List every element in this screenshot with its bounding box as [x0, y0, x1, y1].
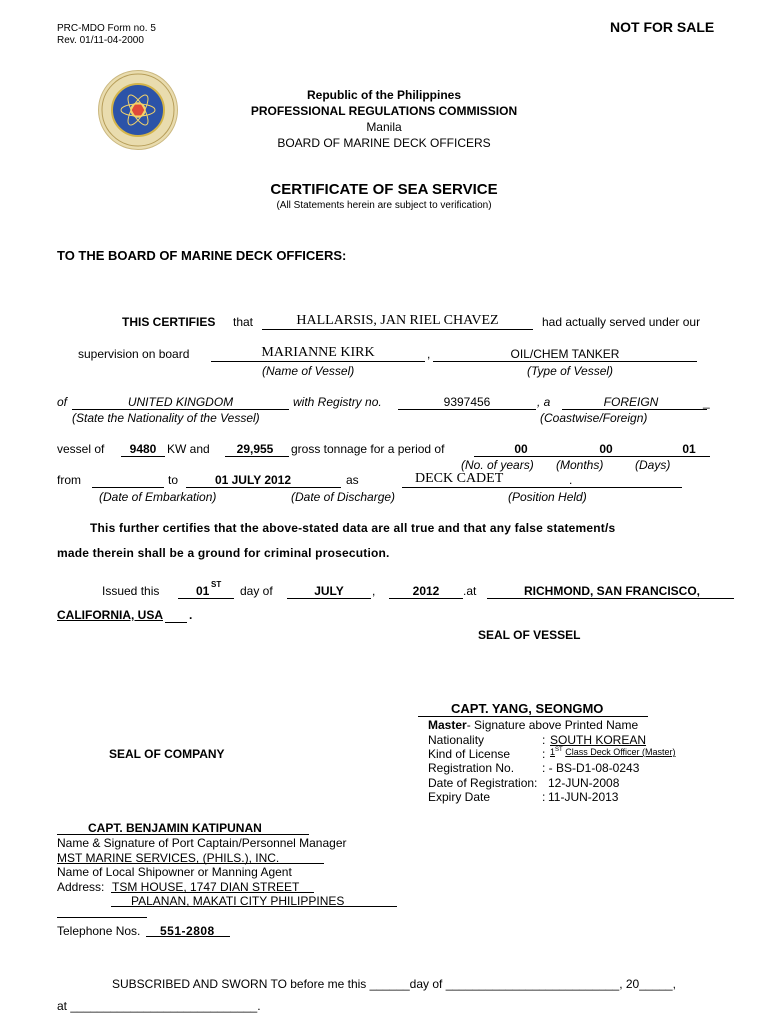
addressee: TO THE BOARD OF MARINE DECK OFFICERS: [57, 248, 347, 263]
address-line2: PALANAN, MAKATI CITY PHILIPPINES [131, 894, 345, 908]
nationality-label: Nationality [428, 733, 485, 747]
position-held: DECK CADET [415, 471, 504, 486]
discharge-caption: (Date of Discharge) [291, 490, 396, 504]
seal-of-company-label: SEAL OF COMPANY [109, 747, 225, 761]
certifies-that: that [233, 315, 254, 329]
vessel-name: MARIANNE KIRK [261, 345, 375, 360]
master-reg-date: 12-JUN-2008 [548, 776, 620, 790]
from-text: from [57, 473, 81, 487]
address-label: Address: [57, 880, 105, 894]
registry-number: 9397456 [443, 395, 491, 409]
board-heading: BOARD OF MARINE DECK OFFICERS [277, 136, 491, 150]
port-captain-name: CAPT. BENJAMIN KATIPUNAN [88, 821, 262, 835]
certifies-lead: THIS CERTIFIES [122, 315, 216, 329]
sworn-at: at ____________________________. [57, 999, 261, 1013]
certificate-title: CERTIFICATE OF SEA SERVICE [270, 181, 498, 198]
issued-place-line2: CALIFORNIA, USA [57, 608, 163, 622]
seal-of-vessel-label: SEAL OF VESSEL [478, 628, 581, 642]
nationality-colon: : [542, 733, 546, 747]
registration-colon: : - [542, 761, 553, 775]
sworn-statement: SUBSCRIBED AND SWORN TO before me this ______day of __________________________, 20_____, [112, 977, 676, 991]
telephone-number: 551-2808 [160, 924, 215, 938]
to-text: to [168, 473, 179, 487]
reg-date-label: Date of Registration: [428, 776, 538, 790]
license-colon: : [542, 747, 546, 761]
certificate-subtitle: (All Statements herein are subject to verification) [276, 200, 492, 211]
position-caption: (Position Held) [508, 490, 587, 504]
issued-month: JULY [314, 584, 344, 598]
embarkation-date [92, 471, 164, 488]
vessel-type-caption: (Type of Vessel) [527, 364, 614, 378]
embarkation-caption: (Date of Embarkation) [99, 490, 217, 504]
agency-caption: Name of Local Shipowner or Manning Agent [57, 865, 292, 879]
vessel-name-caption: (Name of Vessel) [262, 364, 355, 378]
issued-year: 2012 [412, 584, 440, 598]
agency-name: MST MARINE SERVICES, (PHILS.), INC. [57, 851, 280, 865]
republic-heading: Republic of the Philippines [306, 88, 461, 102]
expiry-colon: : [542, 790, 546, 804]
gross-text: gross tonnage for a period of [291, 442, 445, 456]
registry-text: with Registry no. [293, 395, 382, 409]
trade-suffix: _ [703, 395, 710, 409]
days-caption: (Days) [635, 458, 671, 472]
position-dot: . [569, 473, 573, 487]
master-registration: BS-D1-08-0243 [556, 761, 640, 775]
kw-text: KW and [167, 442, 210, 456]
issued-place-line1: RICHMOND, SAN FRANCISCO, [524, 584, 700, 598]
months-caption: (Months) [556, 458, 604, 472]
further-certifies-line1: This further certifies that the above-stated data are all true and that any false statement/s [90, 521, 616, 535]
of-text: of [57, 395, 68, 409]
a-text: , a [537, 395, 551, 409]
city-heading: Manila [366, 120, 402, 134]
period-years: 00 [514, 442, 528, 456]
vessel-nationality: UNITED KINGDOM [127, 395, 234, 409]
master-name: CAPT. YANG, SEONGMO [451, 701, 604, 716]
issued-text: Issued this [102, 584, 160, 598]
issued-place-end: . [189, 608, 193, 622]
gross-tonnage: 29,955 [236, 442, 274, 456]
not-for-sale-label: NOT FOR SALE [610, 19, 715, 35]
discharge-date: 01 JULY 2012 [214, 473, 292, 487]
master-nationality: SOUTH KOREAN [550, 733, 647, 747]
vessel-of-text: vessel of [57, 442, 105, 456]
master-license: Class Deck Officer (Master) [565, 747, 676, 757]
registration-label: Registration No. [428, 761, 515, 775]
port-captain-caption: Name & Signature of Port Captain/Personnel Manager [57, 836, 347, 850]
telephone-label: Telephone Nos. [57, 924, 141, 938]
vessel-trade: FOREIGN [603, 395, 659, 409]
license-label: Kind of License [428, 747, 511, 761]
issued-day: 01 [196, 584, 210, 598]
vessel-type: OIL/CHEM TANKER [510, 347, 620, 361]
form-number: PRC-MDO Form no. 5 [57, 23, 156, 34]
certifies-served: had actually served under our [542, 315, 701, 329]
period-months: 00 [599, 442, 613, 456]
years-caption: (No. of years) [461, 458, 534, 472]
issued-at: .at [463, 584, 477, 598]
master-role-text: - Signature above Printed Name [466, 718, 639, 732]
master-role: Master [428, 718, 467, 732]
as-text: as [346, 473, 359, 487]
issued-day-suffix: ST [211, 580, 222, 589]
nationality-caption: (State the Nationality of the Vessel) [72, 411, 260, 425]
trade-caption: (Coastwise/Foreign) [540, 411, 648, 425]
issued-day-text: day of [240, 584, 273, 598]
license-suffix: ST [555, 747, 563, 753]
address-line1: TSM HOUSE, 1747 DIAN STREET [112, 880, 300, 894]
issued-comma: , [372, 584, 376, 598]
form-revision: Rev. 01/11-04-2000 [57, 35, 144, 46]
master-expiry: 11-JUN-2013 [548, 790, 619, 804]
further-certifies-line2: made therein shall be a ground for criminal prosecution. [57, 546, 390, 560]
vessel-comma: , [427, 347, 431, 361]
period-days: 01 [682, 442, 696, 456]
license-number: 1 [550, 747, 556, 757]
supervision-text: supervision on board [78, 347, 190, 361]
commission-heading: PROFESSIONAL REGULATIONS COMMISSION [250, 104, 518, 118]
kilowatts: 9480 [129, 442, 157, 456]
seafarer-name: HALLARSIS, JAN RIEL CHAVEZ [296, 313, 499, 328]
expiry-label: Expiry Date [428, 790, 491, 804]
